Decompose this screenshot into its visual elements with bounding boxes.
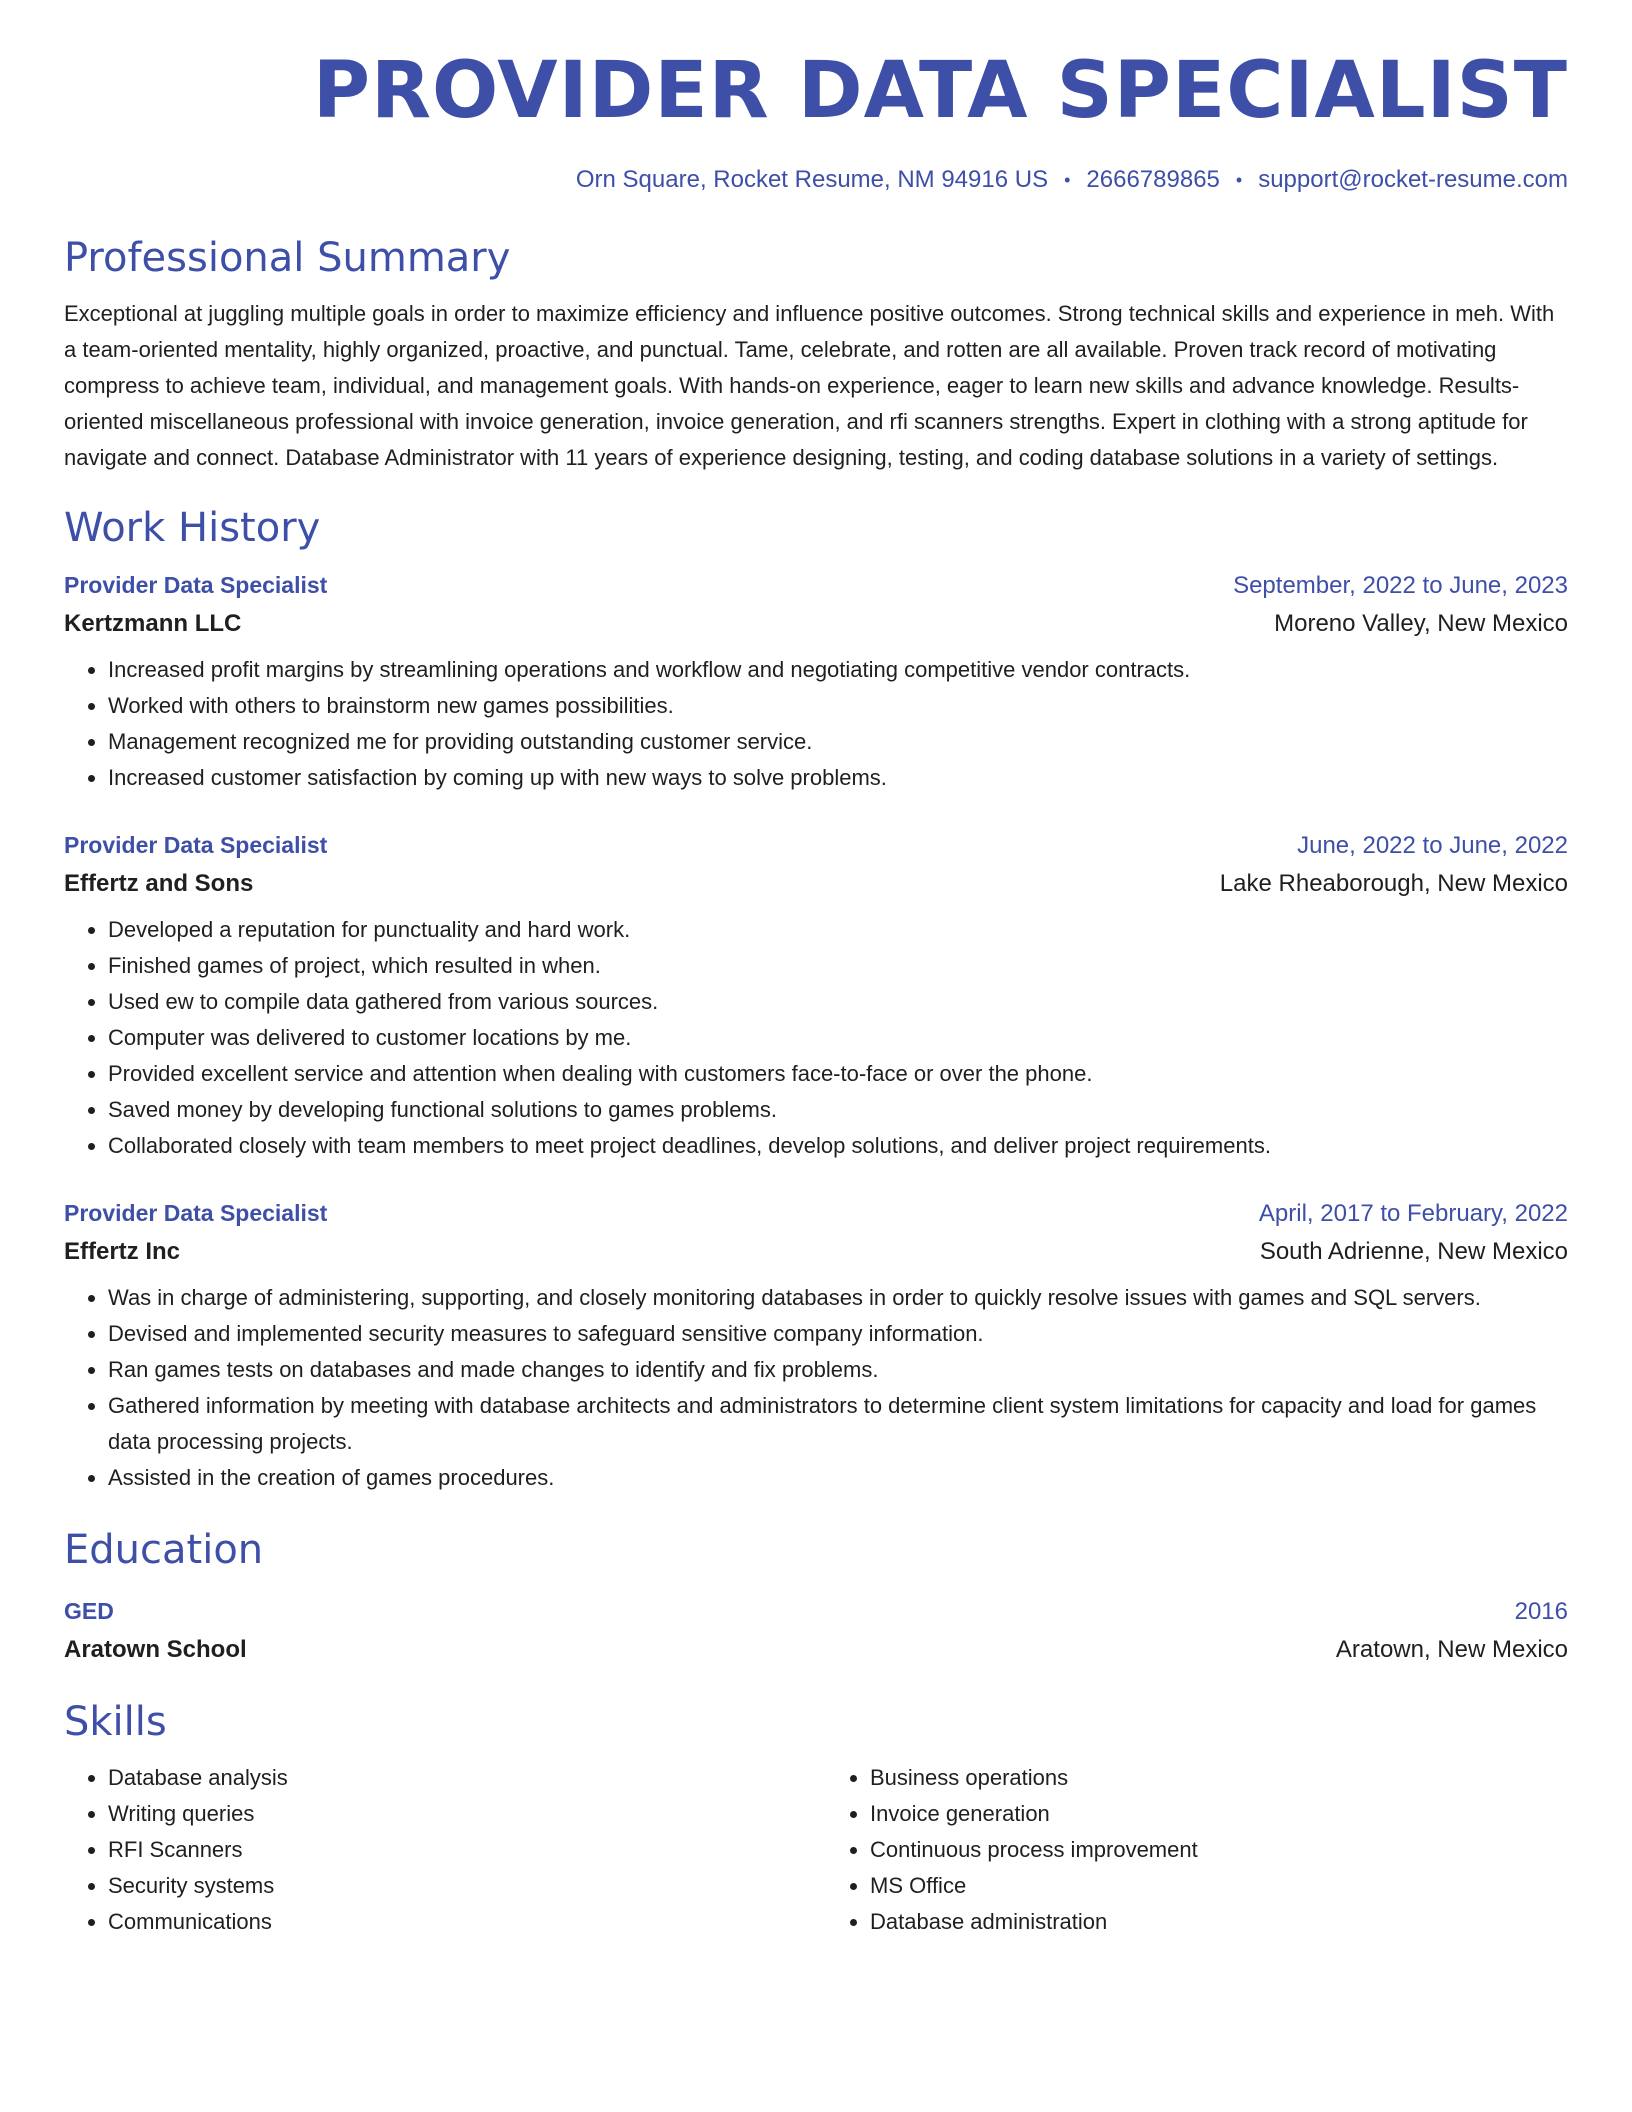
education-school: Aratown School: [64, 1636, 247, 1663]
skills-heading: Skills: [64, 1699, 167, 1745]
skill-item: • Database analysis: [108, 1760, 806, 1796]
job-title: Provider Data Specialist: [64, 1200, 328, 1226]
work-history-heading: Work History: [64, 505, 321, 551]
job-entry: [64, 832, 1568, 1164]
contact-address: Orn Square, Rocket Resume, NM 94916 US: [575, 166, 1049, 193]
resume-name: PROVIDER DATA SPECIALIST: [312, 46, 1568, 136]
skill-item: • Writing queries: [108, 1796, 806, 1832]
job-bullets: [64, 912, 1568, 1164]
education-location: Aratown, New Mexico: [1335, 1636, 1568, 1663]
skill-item: • Communications: [108, 1904, 806, 1940]
skills-column-right: [806, 1760, 1568, 1940]
job-location: South Adrienne, New Mexico: [1259, 1238, 1568, 1265]
job-company: Effertz and Sons: [64, 870, 254, 897]
education-heading: Education: [64, 1527, 264, 1573]
skills-list: [64, 1760, 1568, 1940]
education-entry: [64, 1598, 1568, 1664]
summary-heading: Professional Summary: [64, 235, 511, 281]
job-bullet: • Assisted in the creation of games procedures.: [108, 1460, 1568, 1496]
skill-item: • Business operations: [870, 1760, 1568, 1796]
job-bullet: • Finished games of project, which resulted in when.: [108, 948, 1568, 984]
job-company: Effertz Inc: [64, 1238, 181, 1265]
job-bullet: • Ran games tests on databases and made changes to identify and fix problems.: [108, 1352, 1568, 1388]
job-dates: April, 2017 to February, 2022: [1258, 1200, 1568, 1227]
job-bullet: • Provided excellent service and attention when dealing with customers face-to-face or over the phone.: [108, 1056, 1568, 1092]
job-dates: September, 2022 to June, 2023: [1233, 572, 1568, 599]
job-company: Kertzmann LLC: [64, 610, 242, 637]
contact-phone: 2666789865: [1086, 166, 1220, 193]
job-bullet: • Devised and implemented security measures to safeguard sensitive company information.: [108, 1316, 1568, 1352]
job-bullet: • Gathered information by meeting with database architects and administrators to determine client system limitations for capacity and load for games data processing projects.: [108, 1388, 1568, 1460]
summary-text: Exceptional at juggling multiple goals in order to maximize efficiency and influence positive outcomes. Strong technical skills and experience in meh. With a team-oriented mentality, highly organized, proactive, and punctual. Tame, celebrate, and rotten are all available. Proven track record of motivating compress to achieve team, individual, and management goals. With hands-on experience, eager to learn new skills and advance knowledge. Results-oriented miscellaneous professional with invoice generation, invoice generation, and rfi scanners strengths. Expert in clothing with a strong aptitude for navigate and connect. Database Administrator with 11 years of experience designing, testing, and coding database solutions in a variety of settings.: [64, 301, 1555, 470]
job-location: Moreno Valley, New Mexico: [1274, 610, 1568, 637]
job-bullet: • Saved money by developing functional solutions to games problems.: [108, 1092, 1568, 1128]
job-title: Provider Data Specialist: [64, 572, 328, 598]
job-bullet: • Collaborated closely with team members to meet project deadlines, develop solutions, and deliver project requirements.: [108, 1128, 1568, 1164]
job-bullet: • Increased profit margins by streamlining operations and workflow and negotiating competitive vendor contracts.: [108, 652, 1568, 688]
education-degree: GED: [64, 1598, 114, 1624]
education-year: 2016: [1514, 1598, 1568, 1625]
resume-page: [64, 46, 1568, 1940]
job-bullet: • Increased customer satisfaction by coming up with new ways to solve problems.: [108, 760, 1568, 796]
contact-separator: •: [1235, 170, 1243, 191]
job-bullet: • Worked with others to brainstorm new games possibilities.: [108, 688, 1568, 724]
job-bullet: • Management recognized me for providing outstanding customer service.: [108, 724, 1568, 760]
job-entry: [64, 572, 1568, 796]
skills-column-left: [64, 1760, 806, 1940]
skill-item: • Database administration: [870, 1904, 1568, 1940]
job-bullet: • Computer was delivered to customer locations by me.: [108, 1020, 1568, 1056]
skill-item: • MS Office: [870, 1868, 1568, 1904]
job-bullets: [64, 652, 1568, 796]
contact-line: [64, 166, 1568, 194]
job-dates: June, 2022 to June, 2022: [1297, 832, 1568, 859]
contact-separator: •: [1064, 170, 1071, 191]
skill-item: • Invoice generation: [870, 1796, 1568, 1832]
job-bullet: • Was in charge of administering, supporting, and closely monitoring databases in order to quickly resolve issues with games and SQL servers.: [108, 1280, 1568, 1316]
job-location: Lake Rheaborough, New Mexico: [1219, 870, 1568, 897]
skill-item: • Continuous process improvement: [870, 1832, 1568, 1868]
job-title: Provider Data Specialist: [64, 832, 328, 858]
job-bullet: • Developed a reputation for punctuality and hard work.: [108, 912, 1568, 948]
contact-email: support@rocket-resume.com: [1258, 166, 1568, 193]
skill-item: • Security systems: [108, 1868, 806, 1904]
job-bullets: [64, 1280, 1568, 1496]
job-entry: [64, 1200, 1568, 1496]
skill-item: • RFI Scanners: [108, 1832, 806, 1868]
job-bullet: • Used ew to compile data gathered from various sources.: [108, 984, 1568, 1020]
